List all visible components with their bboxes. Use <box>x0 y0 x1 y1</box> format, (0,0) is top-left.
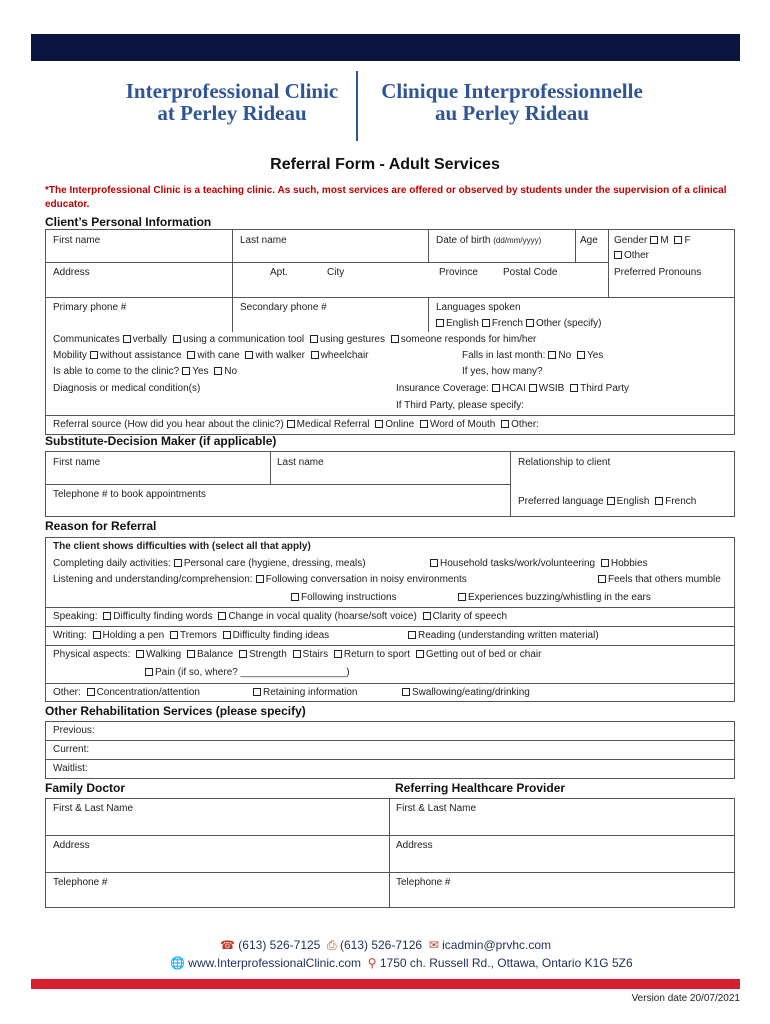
mumble-checkbox[interactable] <box>598 575 606 583</box>
doctor-address-field[interactable]: Address <box>53 840 90 851</box>
other-row: Other: Concentration/attention <box>53 687 200 698</box>
reading-row: Reading (understanding written material) <box>405 630 599 641</box>
languages-row: English French Other (specify) <box>433 318 602 329</box>
doctor-telephone-field[interactable]: Telephone # <box>53 877 108 888</box>
contacts-box <box>45 798 735 908</box>
balance-checkbox[interactable] <box>187 650 195 658</box>
family-doctor-heading: Family Doctor <box>45 781 126 795</box>
buzzing-row: Experiences buzzing/whistling in the ears <box>455 592 651 603</box>
ref-online-checkbox[interactable] <box>375 420 383 428</box>
speaking-row: Speaking: Difficulty finding words Change in vocal quality (hoarse/soft voice) Clarity of speech <box>53 611 508 622</box>
diagnosis-field[interactable]: Diagnosis or medical condition(s) <box>53 383 201 394</box>
dob-label: Date of birth <box>436 235 491 246</box>
concentration-checkbox[interactable] <box>87 688 95 696</box>
gender-other-row: Other <box>611 250 649 261</box>
form-title: Referral Form - Adult Services <box>270 156 500 173</box>
falls-no-checkbox[interactable] <box>548 351 556 359</box>
first-name-field[interactable]: First name <box>53 235 101 246</box>
fax-icon: ⎙ <box>327 938 337 952</box>
province-field[interactable]: Province <box>439 267 478 278</box>
provider-telephone-field[interactable]: Telephone # <box>396 877 451 888</box>
reason-heading: Reason for Referral <box>45 519 157 533</box>
hobbies-checkbox[interactable] <box>601 559 609 567</box>
clarity-checkbox[interactable] <box>423 612 431 620</box>
insurance-row: Insurance Coverage: HCAI WSIB Third Party <box>396 383 629 394</box>
ins-wsib-checkbox[interactable] <box>529 384 537 392</box>
logo-fr-line1: Clinique Interprofessionnelle <box>381 79 643 103</box>
footer-fax: (613) 526-7126 <box>339 938 423 952</box>
comm-verbally-checkbox[interactable] <box>123 335 131 343</box>
swallowing-checkbox[interactable] <box>402 688 410 696</box>
rehab-current-field[interactable]: Current: <box>53 744 90 755</box>
postal-code-field[interactable]: Postal Code <box>503 267 558 278</box>
third-party-field[interactable]: If Third Party, please specify: <box>396 400 525 411</box>
ins-third-checkbox[interactable] <box>570 384 578 392</box>
swallowing-row: Swallowing/eating/drinking <box>399 687 530 698</box>
gender-other-checkbox[interactable] <box>614 251 622 259</box>
mobility-row: Mobility without assistance with cane with walker wheelchair <box>53 350 369 361</box>
falls-row: Falls in last month: No Yes <box>462 350 604 361</box>
footer-address: 1750 ch. Russell Rd., Ottawa, Ontario K1G 5Z6 <box>379 956 633 970</box>
dob-field[interactable] <box>436 235 541 246</box>
ins-hcai-checkbox[interactable] <box>492 384 500 392</box>
getting-out-checkbox[interactable] <box>416 650 424 658</box>
daily-activities-row: Completing daily activities: Personal care (hygiene, dressing, meals) <box>53 558 366 569</box>
pain-checkbox[interactable] <box>145 668 153 676</box>
primary-phone-field[interactable]: Primary phone # <box>53 302 127 313</box>
footer-email[interactable]: icadmin@prvhc.com <box>442 938 552 952</box>
physical-row: Physical aspects: Walking Balance Strength Stairs Return to sport Getting out of bed or chair <box>53 649 542 660</box>
logo-en-line2: at Perley Rideau <box>157 101 307 125</box>
provider-heading: Referring Healthcare Provider <box>395 781 566 795</box>
sdm-telephone-field[interactable]: Telephone # to book appointments <box>53 489 206 500</box>
sdm-english-checkbox[interactable] <box>607 497 615 505</box>
instructions-row: Following instructions <box>288 592 397 603</box>
vocal-checkbox[interactable] <box>218 612 226 620</box>
sdm-french-checkbox[interactable] <box>655 497 663 505</box>
top-banner <box>31 34 740 61</box>
client-info-heading: Client’s Personal Information <box>45 215 212 229</box>
footer-red-bar <box>31 979 740 989</box>
household-row: Household tasks/work/volunteering Hobbies <box>427 558 648 569</box>
phone-icon: ☎ <box>220 938 235 952</box>
teaching-clinic-note: *The Interprofessional Clinic is a teaching clinic. As such, most services are offered or observed by students under the supervision of a clinical educator. <box>45 185 727 210</box>
mob-without-checkbox[interactable] <box>90 351 98 359</box>
lang-other-checkbox[interactable] <box>526 319 534 327</box>
address-field[interactable]: Address <box>53 267 90 278</box>
pain-row: Pain (if so, where? ___________________) <box>142 667 350 678</box>
comm-gestures-checkbox[interactable] <box>310 335 318 343</box>
dob-format: (dd/mm/yyyy) <box>493 236 542 245</box>
strength-checkbox[interactable] <box>239 650 247 658</box>
writing-row: Writing: Holding a pen Tremors Difficulty finding ideas <box>53 630 330 641</box>
communicates-row: Communicates verbally using a communication tool using gestures someone responds for him/her <box>53 334 537 345</box>
personal-care-checkbox[interactable] <box>174 559 182 567</box>
city-field[interactable]: City <box>327 267 345 278</box>
sdm-relationship-field[interactable]: Relationship to client <box>518 457 611 468</box>
able-come-row: Is able to come to the clinic? Yes No <box>53 366 238 377</box>
sdm-heading: Substitute-Decision Maker (if applicable) <box>45 434 277 448</box>
comm-responds-checkbox[interactable] <box>391 335 399 343</box>
provider-name-field[interactable]: First & Last Name <box>396 803 477 814</box>
last-name-field[interactable]: Last name <box>240 235 287 246</box>
sdm-last-name-field[interactable]: Last name <box>277 457 324 468</box>
email-icon: ✉ <box>428 938 439 952</box>
logo-english <box>112 80 352 124</box>
lang-english-checkbox[interactable] <box>436 319 444 327</box>
mob-walker-checkbox[interactable] <box>245 351 253 359</box>
able-yes-checkbox[interactable] <box>182 367 190 375</box>
gender-row: Gender M F <box>614 235 691 246</box>
globe-icon: 🌐 <box>170 956 185 970</box>
ideas-checkbox[interactable] <box>223 631 231 639</box>
mumble-row: Feels that others mumble <box>595 574 721 585</box>
languages-label: Languages spoken <box>436 302 521 313</box>
retaining-checkbox[interactable] <box>253 688 261 696</box>
sdm-language-row: Preferred language English French <box>518 496 697 507</box>
gender-f-checkbox[interactable] <box>674 236 682 244</box>
instructions-checkbox[interactable] <box>291 593 299 601</box>
tremors-checkbox[interactable] <box>170 631 178 639</box>
ref-other-checkbox[interactable] <box>501 420 509 428</box>
finding-words-checkbox[interactable] <box>103 612 111 620</box>
gender-m-checkbox[interactable] <box>650 236 658 244</box>
ref-medical-checkbox[interactable] <box>287 420 295 428</box>
location-pin-icon: ⚲ <box>367 956 377 970</box>
pronouns-field[interactable]: Preferred Pronouns <box>614 267 702 278</box>
footer-phone: (613) 526-7125 <box>238 938 321 952</box>
logo-divider <box>356 71 358 141</box>
noisy-checkbox[interactable] <box>256 575 264 583</box>
age-field[interactable]: Age <box>580 235 598 246</box>
able-no-checkbox[interactable] <box>214 367 222 375</box>
provider-address-field[interactable]: Address <box>396 840 433 851</box>
listening-row: Listening and understanding/comprehension: Following conversation in noisy environments <box>53 574 467 585</box>
logo-fr-line2: au Perley Rideau <box>435 101 589 125</box>
rehab-heading: Other Rehabilitation Services (please specify) <box>45 704 306 718</box>
falls-yes-checkbox[interactable] <box>577 351 585 359</box>
footer-web[interactable]: www.InterprofessionalClinic.com <box>188 956 362 970</box>
walking-checkbox[interactable] <box>136 650 144 658</box>
footer-address-row <box>170 956 633 970</box>
rehab-box <box>45 721 735 779</box>
doctor-name-field[interactable]: First & Last Name <box>53 803 134 814</box>
secondary-phone-field[interactable]: Secondary phone # <box>240 302 327 313</box>
logo-french <box>362 80 662 124</box>
sdm-first-name-field[interactable]: First name <box>53 457 101 468</box>
mob-wheelchair-checkbox[interactable] <box>311 351 319 359</box>
ref-wom-checkbox[interactable] <box>420 420 428 428</box>
referral-source-row: Referral source (How did you hear about the clinic?) Medical Referral Online Word of Mouth Other: <box>53 419 539 430</box>
rehab-waitlist-field[interactable]: Waitlist: <box>53 763 88 774</box>
version-date: Version date 20/07/2021 <box>631 993 740 1004</box>
rehab-previous-field[interactable]: Previous: <box>53 725 95 736</box>
household-checkbox[interactable] <box>430 559 438 567</box>
apt-field[interactable]: Apt. <box>270 267 288 278</box>
lang-french-checkbox[interactable] <box>482 319 490 327</box>
how-many-field[interactable]: If yes, how many? <box>462 366 543 377</box>
mob-cane-checkbox[interactable] <box>187 351 195 359</box>
sport-checkbox[interactable] <box>334 650 342 658</box>
comm-tool-checkbox[interactable] <box>173 335 181 343</box>
difficulties-label: The client shows difficulties with (select all that apply) <box>53 541 311 552</box>
pen-checkbox[interactable] <box>93 631 101 639</box>
logo-en-line1: Interprofessional Clinic <box>125 79 339 103</box>
retaining-row: Retaining information <box>250 687 358 698</box>
stairs-checkbox[interactable] <box>293 650 301 658</box>
footer-contact-row <box>220 938 551 953</box>
reading-checkbox[interactable] <box>408 631 416 639</box>
buzzing-checkbox[interactable] <box>458 593 466 601</box>
